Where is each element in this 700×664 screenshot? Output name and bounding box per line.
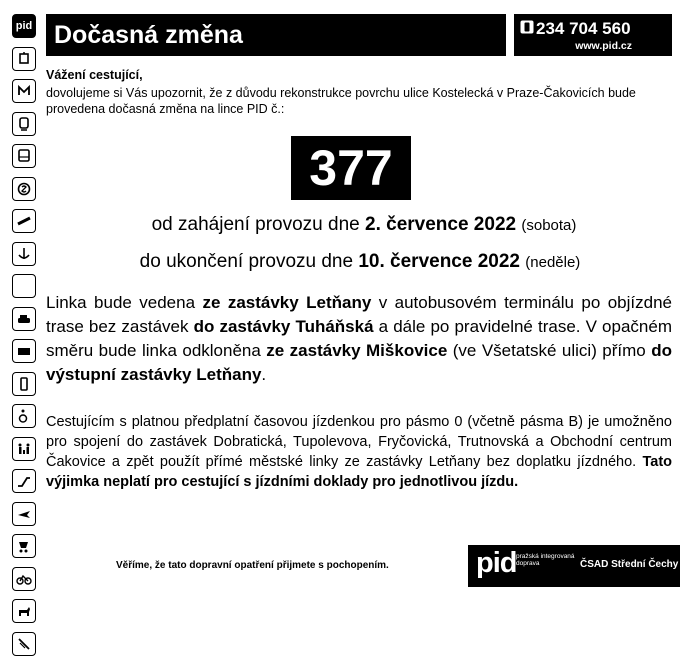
intro-text: dovolujeme si Vás upozornit, že z důvodu rekonstrukce povrchu ulice Kostelecká v Praze-Čakovicích bude provedena dočasná změna na lince PID č.: [46,86,636,116]
start-prefix: od zahájení provozu dne [151,214,365,235]
p2-exception-note: Tato výjimka neplatí pro cestující s jízdními doklady pro jednotlivou jízdu. [46,454,672,490]
carrier-name: ČSAD Střední Čechy [580,559,679,570]
night-icon [12,274,36,298]
start-date: 2. července 2022 [365,214,517,235]
stroller-icon [12,534,36,558]
phone-app-icon [12,372,36,396]
pid-badge [12,14,36,38]
family-icon [12,437,36,461]
pr-car-icon [12,307,36,331]
pid-logo-mark: pid [476,547,517,579]
rules-icon [12,632,36,656]
p1-stop-letnany-exit: do výstupní zastávky Letňany [46,341,672,384]
start-day: (sobota) [521,217,577,234]
p1-stop-miskovice: ze zastávky Miškovice [266,341,448,360]
p1-text-c: v autobusovém terminálu po objízdné trase bez zastávek [46,293,672,336]
train-icon [12,112,36,136]
phone-icon [520,20,534,34]
pid-logo [468,545,680,587]
metro-icon [12,79,36,103]
service-icons-column [12,14,40,664]
page-title: Dočasná změna [54,21,243,49]
fare-exception [46,412,672,492]
ticket-icon [12,339,36,363]
wheelchair-icon [12,404,36,428]
pid-badge-text: pid [15,19,33,32]
p1-stop-tuhanska: do zastávky Tuháňská [193,317,374,336]
greeting: Vážení cestující, [46,68,143,82]
plane-icon [12,502,36,526]
website-link[interactable]: www.pid.cz [575,40,632,52]
p1-text-i: . [261,365,267,384]
line-number: 377 [309,140,393,196]
phone-number[interactable]: 234 704 560 [536,19,631,38]
footer-note: Věříme, že tato dopravní opatření přijmete s pochopením. [116,560,389,571]
p2-text-a: Cestujícím s platnou předplatní časovou jízdenkou pro pásmo 0 (včetně pásma B) je umožněno pro spojení do zastávek Dobratická, Tupolevova, Fryčovická, Trutnovská a Obchodní centrum Čakovice a zpět použít přímé městské linky ze zastávky Letňany bez doplatku jízdného. [46,414,672,470]
dog-icon [12,599,36,623]
end-date-line [10,251,700,273]
line-number-box [291,136,411,200]
pid-logo-subtitle: pražská integrovaná doprava [516,553,575,567]
end-day: (neděle) [525,254,581,271]
p1-text-a: Linka bude vedena [46,293,203,312]
p1-stop-letnany: ze zastávky Letňany [202,293,372,312]
p1-text-g: (ve Všetatské ulici) přímo [447,341,652,360]
bicycle-icon [12,567,36,591]
bus-icon [12,144,36,168]
start-date-line [14,214,700,236]
route-description [46,291,672,387]
contact-box [514,14,672,56]
p1-text-e: a dále po pravidelné trase. V opačném směru bude linka odkloněna [46,317,672,360]
escalator-icon [12,469,36,493]
tram-icon [12,47,36,71]
funicular-icon [12,177,36,201]
title-bar [46,14,506,56]
end-date: 10. července 2022 [358,251,520,272]
end-prefix: do ukončení provozu dne [139,251,359,272]
